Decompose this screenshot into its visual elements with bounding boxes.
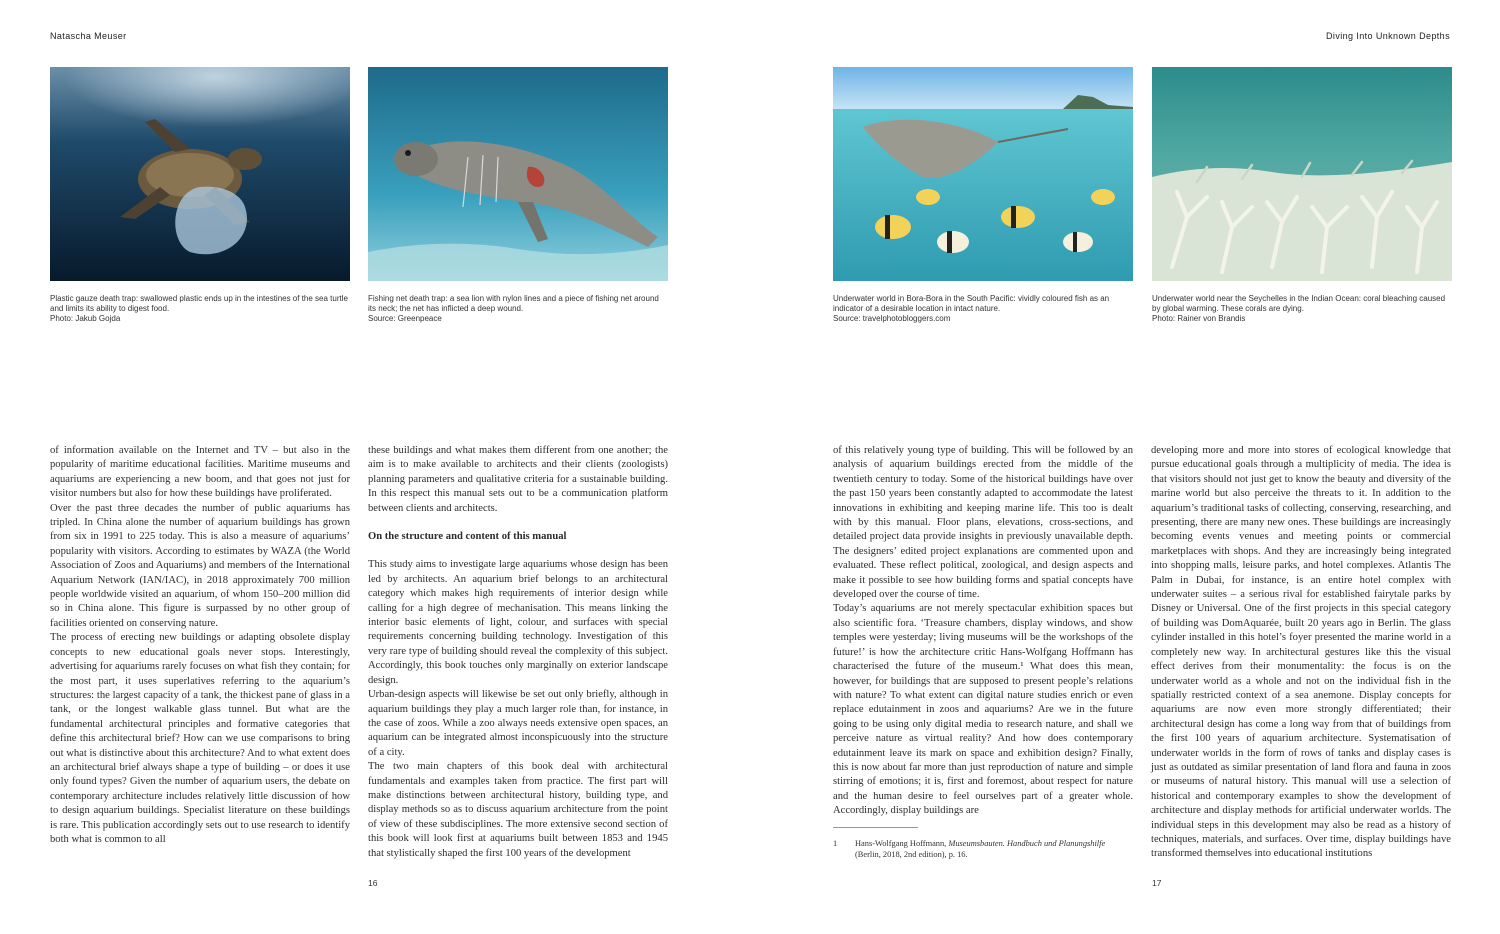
body-column-1 <box>50 444 350 847</box>
photo-caption-3 <box>833 294 1133 325</box>
bleached-coral-photo <box>1152 67 1452 281</box>
section-heading: On the structure and content of this manual <box>368 531 567 543</box>
caption-credit: Photo: Jakub Gojda <box>50 314 121 324</box>
caption-credit: Source: travelphotobloggers.com <box>833 314 951 324</box>
paragraph: of this relatively young type of building. This will be followed by an analysis of aquarium buildings erected from the middle of the twentieth century to today. Some of the historical buildings have over the past 150 years been constantly adapted to accommodate the latest innovations in exhibiting and keeping marine life. This too is dealt with by this manual. Floor plans, elevations, cross-sections, and detailed project data provide insights in previously unavailable depth. The designers’ edited project explanations are commented upon and evaluated. These reflect political, zoological, and design aspects and make it possible to see how building forms and spatial concepts have developed over the course of time. <box>833 445 1133 601</box>
footnote-book-title: Museumsbauten. Handbuch und Planungshilfe <box>948 839 1106 848</box>
caption-text: Underwater world in Bora-Bora in the South Pacific: vividly coloured fish as an indicator of a desirable location in intact nature. <box>833 294 1110 314</box>
paragraph: these buildings and what makes them different from one another; the aim is to make available to architects and their clients (zoologists) planning parameters and qualitative criteria for a sustainable building. In this respect this manual sets out to be a communication platform between clients and architects. <box>368 445 668 514</box>
photo-caption-2 <box>368 294 668 325</box>
paragraph: of information available on the Internet and TV – but also in the popularity of maritime educational facilities. Maritime museums and aquariums are experiencing a new boom, and that goes not just for visitor numbers but also for how these buildings have proliferated. <box>50 445 350 500</box>
footnote <box>833 838 1133 860</box>
sea-lion-net-photo <box>368 67 668 281</box>
bora-bora-fish-photo <box>833 67 1133 281</box>
footnote-text <box>855 838 1133 860</box>
turtle-plastic-photo <box>50 67 350 281</box>
running-header-author: Natascha Meuser <box>50 31 127 41</box>
paragraph: The process of erecting new buildings or adapting obsolete display concepts to new educational goals never stops. Interestingly, advertising for aquariums rarely focuses on what fish they contain; for the most part, it uses superlatives referring to the aquarium’s structures: the largest capacity of a tank, the thickest pane of glass in a tank, or the longest walkable glass tunnel. But what are the fundamental architectural principles and formative categories that define this architectural brief? How can we use comparisons to bring out what is distinctive about this architecture? And to what extent does an architectural brief always shape a type of building – or does it use only found types? Given the number of aquarium users, the debate on contemporary architecture includes relatively little discussion of how to design aquarium buildings. Specialist literature on these buildings is rare. This publication accordingly sets out to use research to identify both what is common to all <box>50 632 350 845</box>
photo-caption-4 <box>1152 294 1452 325</box>
page-number-left: 16 <box>368 878 378 888</box>
footnote-number: 1 <box>833 839 838 848</box>
paragraph: Today’s aquariums are not merely spectacular exhibition spaces but also scientific fora. ‘Treasure chambers, display windows, and show temples were yesterday; living museums will be the workshops of the future!’ is how the architecture critic Hans-Wolfgang Hoffmann has characterised the future of the museum.¹ What does this mean, however, for buildings that are supposed to present people’s relations with nature? To what extent can digital nature studies enrich or even replace edutainment in zoos and aquariums? Are we in the future going to be using only digital media to research nature, and shall we perceive nature as virtual reality? And how does contemporary edutainment leave its mark on space and exhibition design? Finally, this is now about far more than just reproduction of nature and simple stirring of emotions; it is, first and foremost, about respect for nature and the human desire to feel ourselves part of a greater whole. Accordingly, display buildings are <box>833 603 1133 817</box>
footnote-author: Hans-Wolfgang Hoffmann, <box>855 839 949 848</box>
running-header-title: Diving Into Unknown Depths <box>1326 31 1450 41</box>
paragraph: Over the past three decades the number of public aquariums has tripled. In China alone the number of aquarium buildings has grown from six in 1991 to 225 today. This is also a measure of aquariums’ popularity with visitors. According to estimates by WAZA (the World Association of Zoos and Aquariums) and members of the International Aquarium Network (IAN/IAC), in 2018 approximately 700 million people worldwide visited an aquarium, of whom 150–200 million did so in China alone. This figure is surpassed by no other group of facilities oriented on conserving nature. <box>50 502 350 629</box>
paragraph: Urban-design aspects will likewise be set out only briefly, although in aquarium buildings they play a much larger role than, for instance, in the case of zoos. While a zoo always needs extensive open spaces, an aquarium can be integrated almost inconspicuously into the structure of a city. <box>368 689 668 758</box>
caption-text: Fishing net death trap: a sea lion with nylon lines and a piece of fishing net around its neck; the net has inflicted a deep wound. <box>368 294 659 314</box>
body-column-2 <box>368 444 668 861</box>
photo-caption-1 <box>50 294 350 325</box>
caption-text: Plastic gauze death trap: swallowed plastic ends up in the intestines of the sea turtle and limits its ability to digest food. <box>50 294 348 314</box>
paragraph: developing more and more into stores of ecological knowledge that pursue educational goals through a multiplicity of media. The idea is that visitors should not just get to know the beauty and diversity of the marine world but also perceive the threats to it. In addition to the aquarium’s traditional tasks of collecting, conserving, researching, and presenting, there are many new ones. These buildings are increasingly becoming events venues and meeting points or commercial marketplaces with shops. And they are increasingly being integrated into shopping malls, leisure parks, and hotel complexes. Atlantis The Palm in Dubai, for instance, is an entire hotel complex with underwater suites – a serious rival for established fairytale parks by Disney or Universal. One of the first projects in this special category of building was DomAquarée, built 20 years ago in Berlin. The glass cylinder installed in this hotel’s foyer presented the marine world in a completely new way. In architectural gestures like this the visual effect derives from their monumentality: the focus is on the underwater world as a whole and not on the individual fish in the spatially restricted context of a sea anemone. Display concepts for aquariums are now even more strongly differentiated; their architectural design has come a long way from that of buildings from the first 100 years of aquarium architecture. Systematisation of underwater worlds in the form of rows of tanks and display cases is just as outdated as similar presentation of land flora and fauna in zoos or museums of natural history. This manual will use a selection of historical and contemporary examples to show the development of architecture and display methods for artificial underwater worlds. The individual steps in this development may also be read as a history of techniques, materials, and surfaces. Over time, display buildings have transformed themselves into educational institutions <box>1151 445 1451 860</box>
page-number-right: 17 <box>1152 878 1162 888</box>
caption-credit: Photo: Rainer von Brandis <box>1152 314 1246 324</box>
footnote-details: (Berlin, 2018, 2nd edition), p. 16. <box>855 850 968 859</box>
caption-text: Underwater world near the Seychelles in the Indian Ocean: coral bleaching caused by global warming. These corals are dying. <box>1152 294 1446 314</box>
caption-credit: Source: Greenpeace <box>368 314 442 324</box>
paragraph: The two main chapters of this book deal with architectural fundamentals and examples taken from practice. The first part will make distinctions between architectural history, building type, and display methods so as to discuss aquarium architecture from the point of view of these subdisciplines. The more extensive second section of this book will look first at aquariums built between 1853 and 1945 that stylistically shaped the first 100 years of the development <box>368 761 668 859</box>
body-column-4 <box>1151 444 1451 862</box>
footnote-divider <box>833 827 918 828</box>
paragraph: This study aims to investigate large aquariums whose design has been led by architects. An aquarium brief belongs to an architectural category which makes high requirements of interior design while calling for a high degree of mechanisation. This means linking the interior basic elements of light, colour, and surfaces with special requirements concerning building technology. Investigation of this very rare type of building should reveal the complexity of this subject. Accordingly, this book touches only marginally on exterior landscape design. <box>368 559 668 686</box>
body-column-3 <box>833 444 1133 819</box>
